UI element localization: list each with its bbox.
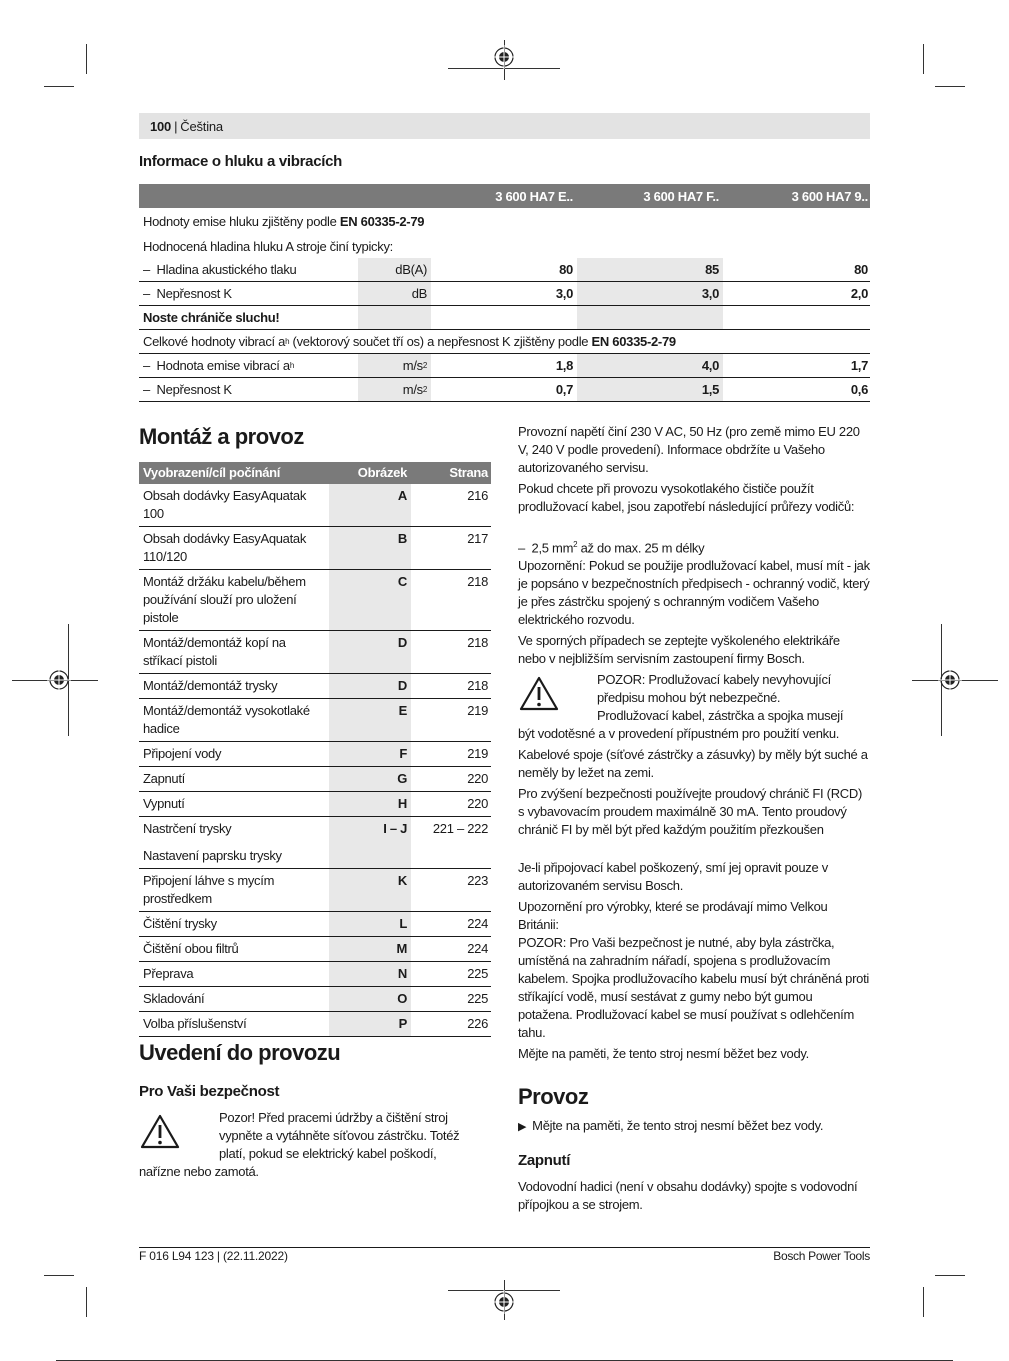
- table-row: [139, 1012, 491, 1037]
- paragraph: Mějte na paměti, že tento stroj nesmí běžet bez vody.: [518, 1046, 809, 1061]
- crop-mark: [923, 1287, 924, 1317]
- unit-text: m/s: [402, 358, 423, 373]
- row-unit: [358, 354, 431, 377]
- table-row: [139, 378, 870, 402]
- row-figure: E: [329, 699, 411, 741]
- table-row: [139, 674, 491, 699]
- row-page: 225: [467, 966, 488, 981]
- registration-mark-icon: [938, 668, 962, 692]
- row-value: 4,0: [577, 354, 723, 377]
- safety-text-end: nařízne nebo zamotá.: [139, 1164, 259, 1179]
- registration-mark-icon: [492, 1290, 516, 1314]
- row-figure: P: [329, 1012, 411, 1036]
- unit-text: m/s: [402, 382, 423, 397]
- row-page: 216: [467, 488, 488, 503]
- col-header: 3 600 HA7 E..: [495, 188, 573, 204]
- row-label: [139, 354, 358, 377]
- row-label-text: Připojení láhve s mycím prostředkem: [143, 873, 275, 906]
- row-label-text: Připojení vody: [143, 746, 222, 761]
- emission-intro: Hodnoty emise hluku zjištěny podle: [143, 213, 340, 229]
- row-figure: B: [329, 527, 411, 569]
- noise-title: Informace o hluku a vibracích: [139, 153, 343, 170]
- table-row: [139, 631, 491, 674]
- row-label: [139, 767, 329, 791]
- col-header: Obrázek: [357, 465, 407, 480]
- table-row: [139, 527, 491, 570]
- row-label: [139, 869, 329, 911]
- row-label: [139, 937, 329, 961]
- crop-mark: [86, 44, 87, 74]
- safety-line: vypněte a vytáhněte síťovou zástrčku. Totéž: [219, 1128, 460, 1143]
- paragraph: Ve sporných případech se zeptejte vyškoleného elektrikáře nebo v nejbližším servisním zastoupení firmy Bosch.: [518, 633, 840, 666]
- row-label: – Nepřesnost K: [143, 286, 232, 301]
- row-figure: N: [329, 962, 411, 986]
- table-row: [139, 869, 491, 912]
- row-label-text: Přeprava: [143, 966, 194, 981]
- table-row: [139, 817, 491, 869]
- table-row: [139, 912, 491, 937]
- paragraph: Kabelové spoje (síťové zástrčky a zásuvky) by měly být suché a neměly by ležet na zemi.: [518, 747, 868, 780]
- header-language: Čeština: [180, 118, 223, 134]
- row-page: 220: [467, 771, 488, 786]
- table-row: [139, 258, 870, 282]
- row-page: 218: [467, 574, 488, 589]
- row-unit: dB: [358, 282, 431, 305]
- row-label-text: Čištění obou filtrů: [143, 941, 239, 956]
- row-figure: I – J: [329, 817, 411, 868]
- row-label-text: Obsah dodávky EasyAquatak 110/120: [143, 531, 307, 564]
- footer-rule: [139, 1247, 870, 1248]
- table-row: [139, 484, 491, 527]
- table-row: [139, 234, 870, 258]
- row-label-text: Zapnutí: [143, 771, 185, 786]
- row-figure: F: [329, 742, 411, 766]
- row-label-text: Volba příslušenství: [143, 1016, 247, 1031]
- subscript: h: [289, 361, 294, 370]
- row-value: 0,7: [555, 382, 573, 397]
- safety-line: Pozor! Před pracemi údržby a čištění stroj: [219, 1110, 448, 1125]
- crop-mark: [44, 1275, 74, 1276]
- crop-mark: [923, 44, 924, 74]
- row-label-text: Čištění trysky: [143, 916, 217, 931]
- row-page: 224: [467, 916, 488, 931]
- row-page: 224: [467, 941, 488, 956]
- vibration-intro: Celkové hodnoty vibrací a: [143, 334, 286, 349]
- row-figure: O: [329, 987, 411, 1011]
- row-unit: [358, 378, 431, 401]
- row-label-text: Montáž/demontáž trysky: [143, 678, 278, 693]
- page-header: [139, 113, 870, 139]
- superscript: 2: [422, 361, 427, 370]
- row-unit: dB(A): [358, 258, 431, 281]
- row-value: 3,0: [555, 286, 573, 301]
- table-row: [139, 570, 491, 631]
- row-figure: M: [329, 937, 411, 961]
- row-label-text: Obsah dodávky EasyAquatak 100: [143, 488, 307, 521]
- warning-triangle-icon: [140, 1114, 180, 1150]
- row-label-text: Montáž/demontáž vysokotlaké hadice: [143, 703, 310, 736]
- row-label: [139, 674, 329, 698]
- row-figure: L: [329, 912, 411, 936]
- level-intro: Hodnocená hladina hluku A stroje činí typicky:: [143, 238, 393, 254]
- row-label-text: Skladování: [143, 991, 205, 1006]
- paragraph: [518, 536, 870, 557]
- row-page: 219: [467, 703, 488, 718]
- registration-mark-icon: [47, 668, 71, 692]
- crop-mark: [935, 86, 965, 87]
- cable-spec: až do max. 25 m délky: [577, 540, 705, 556]
- assembly-table-header: [139, 462, 491, 484]
- row-page: 225: [467, 991, 488, 1006]
- crop-mark: [935, 1275, 965, 1276]
- paragraph: Upozornění: Pokud se použije prodlužovací kabel, musí mít - jak je popsáno v bezpečnostních předpisech - ochranný vodič, který je přes zástrčku spojený s ochranným vodičem Vašeho elektrického rozvodu.: [518, 558, 870, 627]
- row-label: [139, 817, 329, 868]
- table-row: [139, 767, 491, 792]
- header-separator: |: [174, 118, 178, 134]
- emission-standard: EN 60335-2-79: [339, 213, 425, 229]
- operation-bullet: [518, 1117, 870, 1136]
- row-label: – Hladina akustického tlaku: [143, 262, 297, 277]
- row-label: – Nepřesnost K: [143, 382, 232, 397]
- superscript: 2: [422, 385, 427, 394]
- table-row: [139, 742, 491, 767]
- table-row: [139, 208, 870, 234]
- row-label: [139, 631, 329, 673]
- row-page: 218: [467, 635, 488, 650]
- vibration-standard: EN 60335-2-79: [591, 334, 676, 349]
- cable-spec: – 2,5 mm: [518, 540, 574, 556]
- table-row: [139, 987, 491, 1012]
- row-label: [139, 570, 329, 630]
- row-value: 85: [577, 258, 723, 281]
- row-label: [139, 792, 329, 816]
- warning-line: POZOR: Prodlužovací kabely nevyhovující: [597, 672, 831, 687]
- row-value: 0,6: [850, 382, 868, 397]
- row-value: 80: [854, 262, 868, 277]
- paragraph: Provozní napětí činí 230 V AC, 50 Hz (pro země mimo EU 220 V, 240 V podle provedení). Informace obdržíte u Vašeho autorizovaného servisu.: [518, 424, 860, 475]
- table-row: [139, 962, 491, 987]
- crop-mark: [86, 1287, 87, 1317]
- row-figure: D: [329, 631, 411, 673]
- row-figure: C: [329, 570, 411, 630]
- warning-line: předpisu mohou být nebezpečné.: [597, 690, 781, 705]
- table-row: [139, 306, 870, 330]
- table-row: [139, 330, 870, 354]
- row-label-text: Nastrčení trysky: [143, 821, 232, 836]
- vibration-intro: (vektorový součet tří os) a nepřesnost K zjištěny podle: [289, 334, 592, 349]
- warning-triangle-icon: [519, 676, 559, 712]
- warning-text: [597, 671, 870, 725]
- paragraph: POZOR: Pro Vaši bezpečnost je nutné, aby byla zástrčka, umístěná na zahradním nářadí, spojena s prodlužovacím kabelem. Spojka prodlužovacího kabelu musí být chráněná proti stříkající vodě, musí sestávat z gumy nebo být gumou potažena. Prodlužovací kabel se musí používat s odlehčením tahu.: [518, 935, 869, 1040]
- assembly-table: [139, 462, 491, 1037]
- row-label: [139, 987, 329, 1011]
- col-header: 3 600 HA7 F..: [643, 188, 719, 204]
- paragraph: Pokud chcete při provozu vysokotlakého čističe použít prodlužovací kabel, jsou zapotřebí následující průřezy vodičů:: [518, 481, 855, 514]
- row-value: 80: [559, 262, 573, 277]
- safety-line: platí, pokud se elektrický kabel poškodí,: [219, 1146, 437, 1161]
- paragraph: Upozornění pro výrobky, které se prodávají mimo Velkou Británii:: [518, 899, 828, 932]
- row-page: 220: [467, 796, 488, 811]
- row-page: 223: [467, 873, 488, 888]
- row-figure: H: [329, 792, 411, 816]
- table-row: [139, 282, 870, 306]
- assembly-title: Montáž a provoz: [139, 424, 304, 449]
- row-value: 2,0: [850, 286, 868, 301]
- paragraph: Pro zvýšení bezpečnosti používejte proudový chránič FI (RCD) s vybavovacím proudem maximálně 30 mA. Tento proudový chránič FI by měl být před každým použitím přezkoušen: [518, 786, 862, 837]
- row-value: 3,0: [577, 282, 723, 305]
- row-value: 1,5: [577, 378, 723, 401]
- safety-title: Pro Vaši bezpečnost: [139, 1083, 280, 1100]
- col-header: 3 600 HA7 9..: [791, 188, 868, 204]
- table-row: [139, 937, 491, 962]
- noise-table: [139, 184, 870, 402]
- startup-title: Uvedení do provozu: [139, 1040, 341, 1065]
- subscript: h: [285, 337, 290, 346]
- row-label: [139, 912, 329, 936]
- row-label-text: Montáž/demontáž kopí na stříkací pistoli: [143, 635, 286, 668]
- col-header: Vyobrazení/cíl počínání: [143, 465, 281, 480]
- superscript: 2: [573, 540, 578, 549]
- row-figure: A: [329, 484, 411, 526]
- paragraph: Je-li připojovací kabel poškozený, smí jej opravit pouze v autorizovaném servisu Bosch.: [518, 860, 828, 893]
- row-page: 218: [467, 678, 488, 693]
- row-label: [139, 1012, 329, 1036]
- row-label: [139, 699, 329, 741]
- row-label-text: – Hodnota emise vibrací a: [143, 358, 290, 373]
- row-page: 217: [467, 531, 488, 546]
- row-page: 226: [467, 1016, 488, 1031]
- bullet-text: Mějte na paměti, že tento stroj nesmí běžet bez vody.: [532, 1118, 824, 1133]
- page-number: 100: [150, 118, 172, 134]
- bullet-arrow-icon: ▶: [518, 1121, 527, 1133]
- safety-text: [219, 1109, 491, 1163]
- row-label: [139, 527, 329, 569]
- paragraph: Vodovodní hadici (není v obsahu dodávky) spojte s vodovodní přípojkou a se strojem.: [518, 1179, 858, 1212]
- row-page: 219: [467, 746, 488, 761]
- table-row: [139, 354, 870, 378]
- row-page: 221 – 222: [432, 821, 488, 836]
- switch-on-title: Zapnutí: [518, 1152, 571, 1169]
- noise-table-header: [139, 184, 870, 208]
- col-header: Strana: [449, 465, 488, 480]
- footer-brand: Bosch Power Tools: [773, 1249, 870, 1263]
- crop-mark: [44, 86, 74, 87]
- row-label: [139, 484, 329, 526]
- warning-line: Prodlužovací kabel, zástrčka a spojka musejí: [597, 708, 844, 723]
- row-label-text: Montáž držáku kabelu/během používání slouží pro uložení pistole: [143, 574, 306, 625]
- row-figure: K: [329, 869, 411, 911]
- warning-text-end: být vodotěsné a v provedení přípustném pro použití venku.: [518, 726, 840, 741]
- row-label-text: Vypnutí: [143, 796, 185, 811]
- row-label-text: Nastavení paprsku trysky: [143, 848, 282, 863]
- registration-mark-icon: [492, 45, 516, 69]
- ear-protection-note: Noste chrániče sluchu!: [143, 310, 280, 325]
- footer-doc-id: F 016 L94 123 | (22.11.2022): [139, 1249, 288, 1263]
- table-row: [139, 792, 491, 817]
- row-label: [139, 742, 329, 766]
- row-value: 1,8: [555, 358, 573, 373]
- row-figure: G: [329, 767, 411, 791]
- row-label: [139, 962, 329, 986]
- operation-title: Provoz: [518, 1084, 589, 1109]
- row-value: 1,7: [850, 358, 868, 373]
- row-figure: D: [329, 674, 411, 698]
- table-row: [139, 699, 491, 742]
